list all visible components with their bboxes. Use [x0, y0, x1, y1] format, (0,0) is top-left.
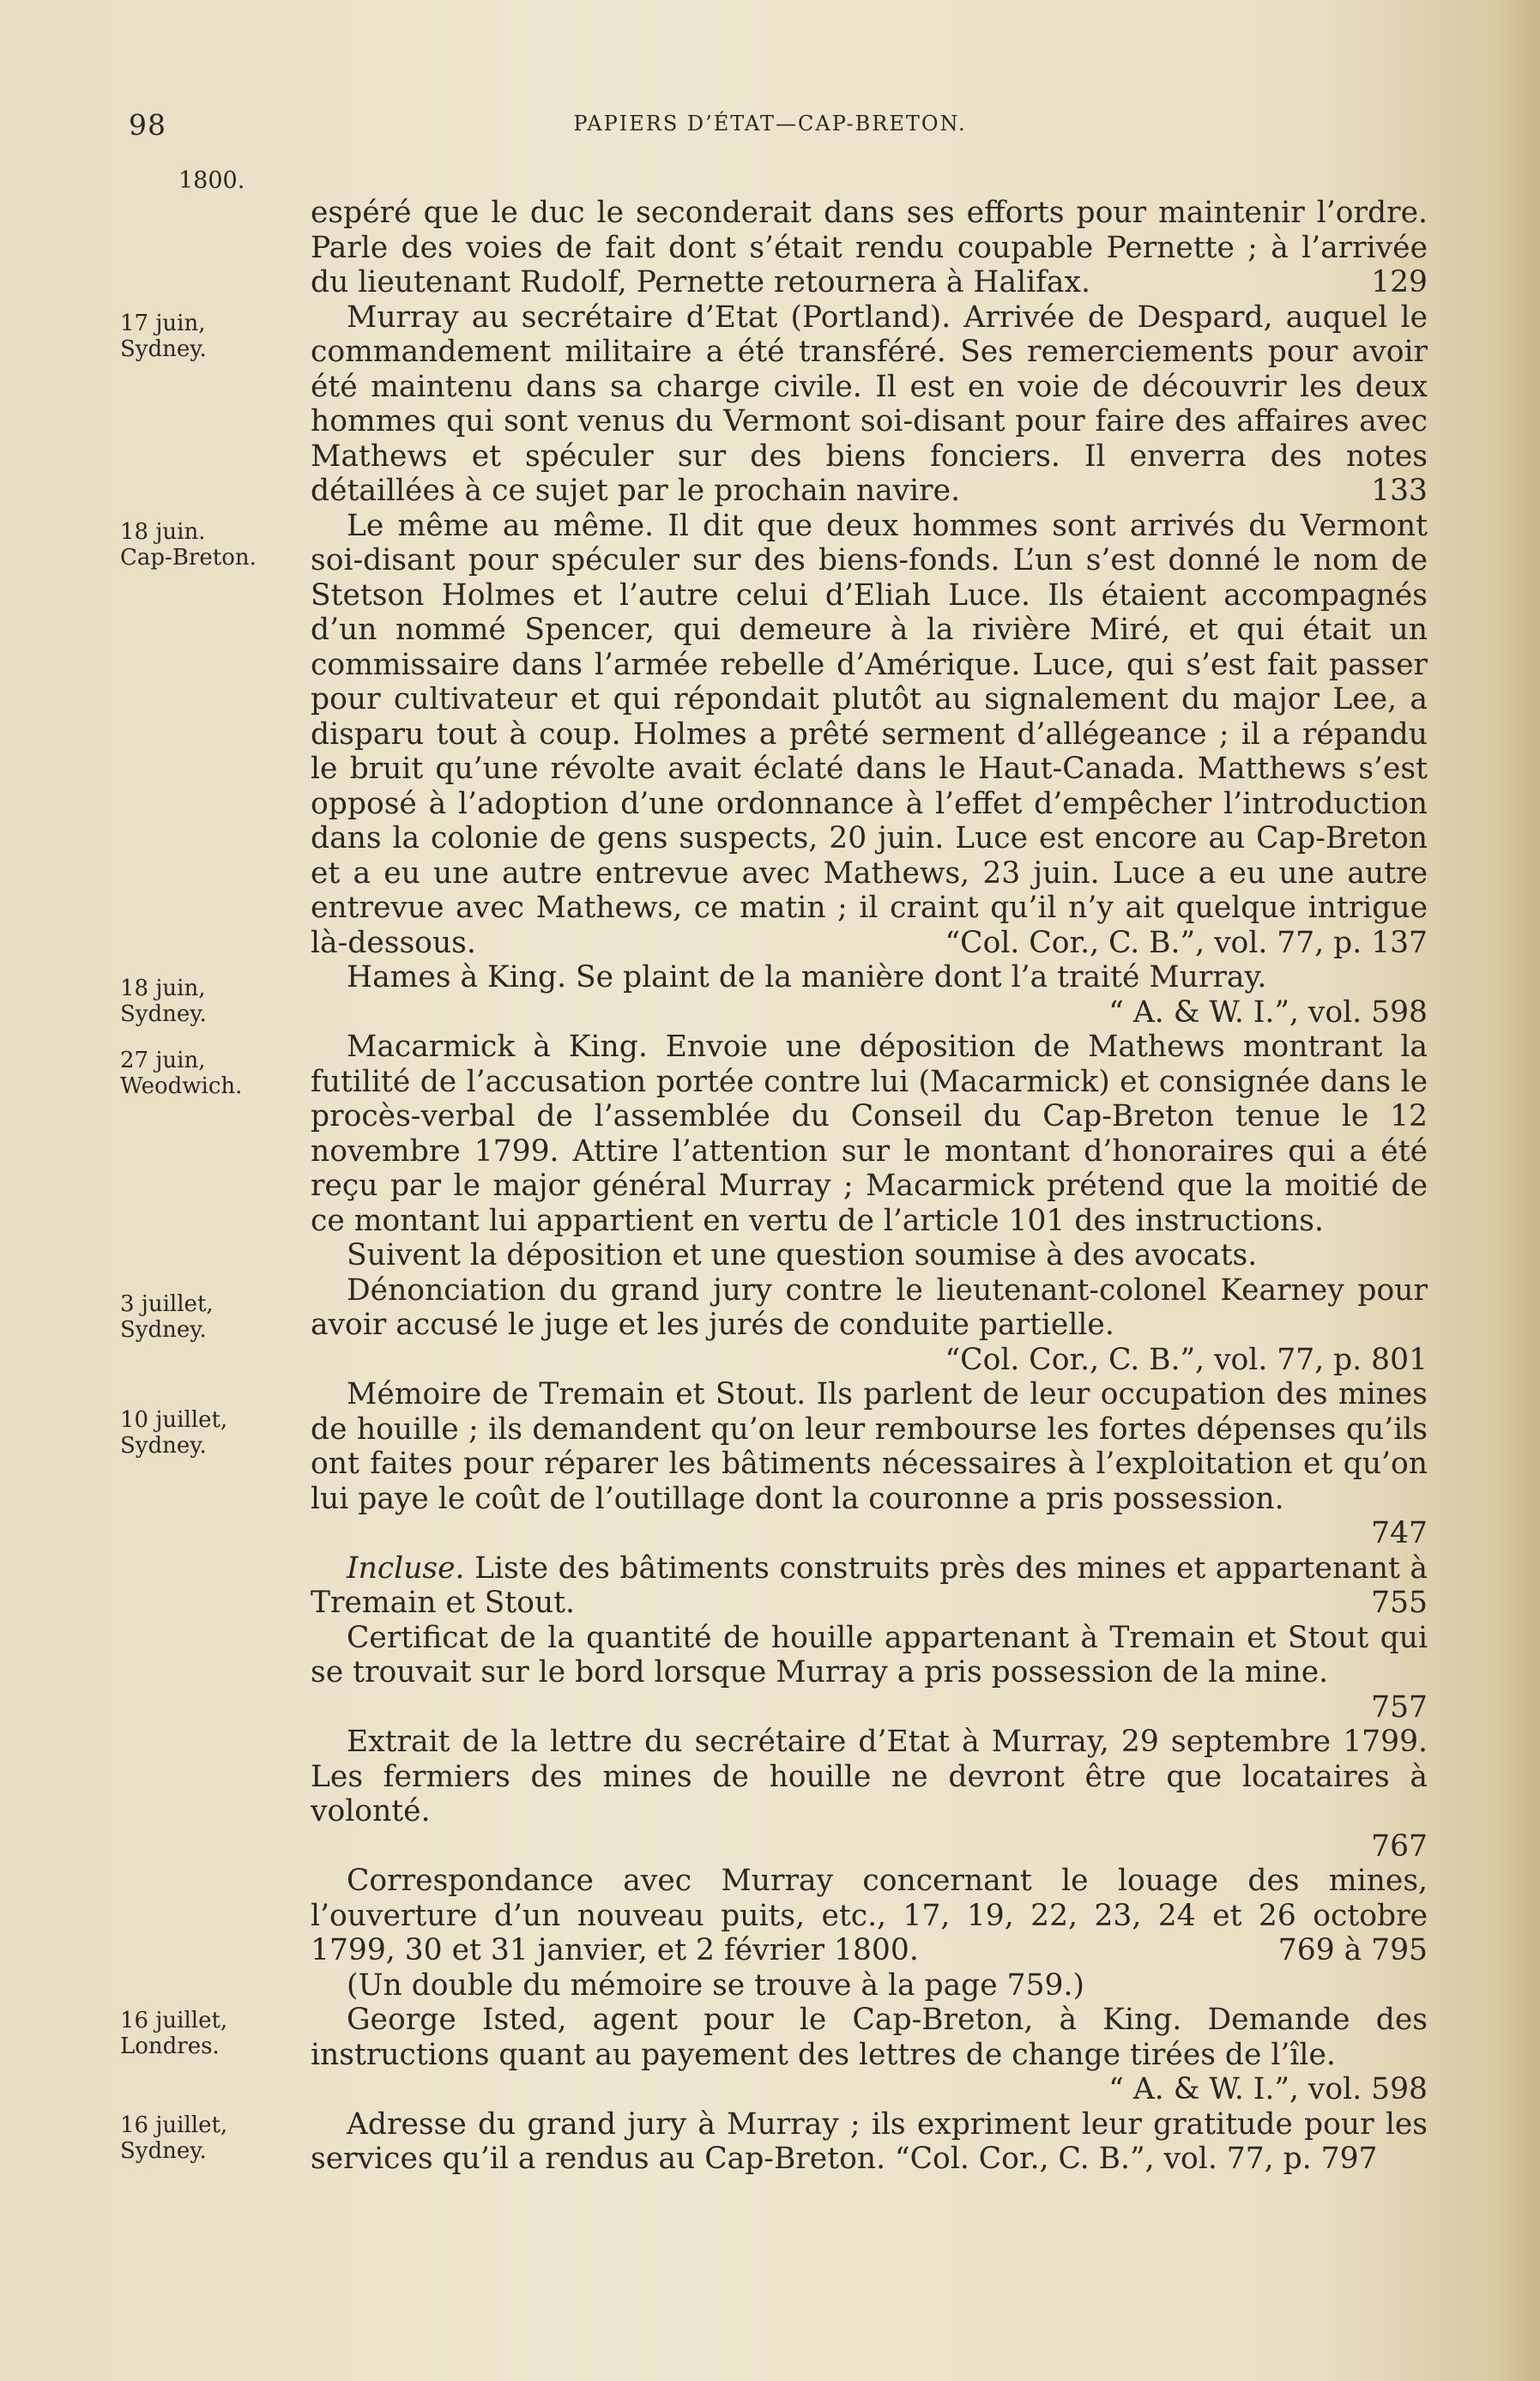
- entry-text: Le même au même. Il dit que deux hommes sont arrivés du Vermont soi-disant pour spéculer sur des biens-fonds. L’un s’est donné le nom de Stetson Holmes et l’autre celui d’Eliah Luce. Ils étaient accompagnés d’un nommé Spencer, qui demeure à la rivière Miré, et qui était un commissaire dans l’armée rebelle d’Amérique. Luce, qui s’est fait passer pour cultivateur et qui répondait plutôt au signalement du major Lee, a disparu tout à coup. Holmes a prêté serment d’allégeance ; il a répandu le bruit qu’une révolte avait éclaté dans le Haut-Canada. Matthews s’est opposé à l’adoption d’une ordonnance à l’effet d’empêcher l’introduction dans la colonie de gens suspects, 20 juin. Luce est encore au Cap-Breton et a eu une autre entrevue avec Mathews, 23 juin. Luce a eu une autre entrevue avec Mathews, ce matin ; il craint qu’il n’y ait quelque intrigue là-dessous.: [311, 508, 1428, 960]
- entry-text: Correspondance avec Murray concernant le louage des mines, l’ouverture d’un nouveau puits, etc., 17, 19, 22, 23, 24 et 26 octobre 1799, 30 et 31 janvier, et 2 février 1800.: [311, 1864, 1428, 1967]
- margin-date: [120, 976, 292, 1027]
- entry-text: Suivent la déposition et une question soumise à des avocats.: [347, 1238, 1258, 1272]
- entry-ref: 755: [1371, 1586, 1428, 1620]
- entry: [311, 2107, 1428, 2177]
- margin-day: 16 juillet,: [120, 2008, 228, 2034]
- entry: [311, 509, 1428, 961]
- entry-text: espéré que le duc le seconderait dans ses efforts pour maintenir l’ordre. Parle des voies de fait dont s’était rendu coupable Pernette ; à l’arrivée du lieutenant Rudolf, Pernette retournera à Halifax.: [311, 196, 1428, 299]
- entry-label: Incluse.: [347, 1550, 465, 1586]
- margin-place: Sydney.: [120, 336, 207, 362]
- entry: [311, 1238, 1428, 1273]
- entry: [311, 1725, 1428, 1829]
- margin-date: [120, 2112, 292, 2164]
- margin-place: Londres.: [120, 2034, 220, 2059]
- margin-place: Sydney.: [120, 1317, 207, 1343]
- margin-date: [120, 1048, 292, 1099]
- entry-ref: 133: [1371, 474, 1428, 508]
- entry: [311, 1968, 1428, 2003]
- entry-text: Mémoire de Tremain et Stout. Ils parlent de leur occupation des mines de houille ; ils demandent qu’on leur rembourse les fortes dépenses qu’ils ont faites pour réparer les bâtiments nécessaires à l’exploitation et qu’on lui paye le coût de l’outillage dont la couronne a pris possession.: [311, 1377, 1428, 1516]
- entry: [311, 1551, 1428, 1621]
- page-number: 98: [129, 108, 166, 142]
- margin-place: Sydney.: [120, 1001, 207, 1027]
- entry: [311, 2003, 1428, 2072]
- entry-ref: 757: [1371, 1689, 1428, 1725]
- margin-date: [120, 519, 292, 571]
- running-title: PAPIERS D’ÉTAT—CAP-BRETON.: [573, 112, 967, 136]
- entry-text: Dénonciation du grand jury contre le lieutenant-colonel Kearney pour avoir accusé le juge et les jurés de conduite partielle.: [311, 1272, 1428, 1342]
- entry-text: Extrait de la lettre du secrétaire d’Etat à Murray, 29 septembre 1799. Les fermiers des mines de houille ne devront être que locataires à volonté.: [311, 1725, 1428, 1828]
- entry-text: (Un double du mémoire se trouve à la page 759.): [347, 1967, 1084, 2003]
- entry-text: Liste des bâtiments construits près des mines et appartenant à Tremain et Stout.: [311, 1550, 1428, 1620]
- entry-text: Macarmick à King. Envoie une déposition de Mathews montrant la futilité de l’accusation portée contre lui (Macarmick) et consignée dans le procès-verbal de l’assemblée du Conseil du Cap-Breton tenue le 12 novembre 1799. Attire l’attention sur le montant d’honoraires qui a été reçu par le major général Murray ; Macarmick prétend que la moitié de ce montant lui appartient en vertu de l’article 101 des instructions.: [311, 1030, 1428, 1238]
- margin-day: 18 juin,: [120, 976, 206, 1001]
- entry-text: Murray au secrétaire d’Etat (Portland). Arrivée de Despard, auquel le commandement militaire a été transféré. Ses remerciements pour avoir été maintenu dans sa charge civile. Il est en voie de découvrir les deux hommes qui sont venus du Vermont soi-disant pour faire des affaires avec Mathews et spéculer sur des biens fonciers. Il enverra des notes détaillées à ce sujet par le prochain navire.: [311, 299, 1428, 508]
- margin-day: 17 juin,: [120, 311, 206, 336]
- margin-place: Cap-Breton.: [120, 545, 257, 571]
- entry-text: George Isted, agent pour le Cap-Breton, à King. Demande des instructions quant au payement des lettres de change tirées de l’île.: [311, 2003, 1428, 2072]
- entry-ref: “Col. Cor., C. B.”, vol. 77, p. 797: [895, 2142, 1378, 2176]
- margin-place: Sydney.: [120, 2138, 207, 2164]
- entry: [311, 1377, 1428, 1516]
- entry-ref: 769 à 795: [1277, 1933, 1428, 1967]
- entry: [311, 1864, 1428, 1968]
- entry-text: Certificat de la quantité de houille appartenant à Tremain et Stout qui se trouvait sur le bord lorsque Murray a pris possession de la mine.: [311, 1620, 1428, 1689]
- entry-ref: “ A. & W. I.”, vol. 598: [1108, 994, 1428, 1030]
- margin-day: 10 juillet,: [120, 1407, 228, 1433]
- margin-date: [120, 1291, 292, 1343]
- entry-text: Adresse du grand jury à Murray ; ils expriment leur gratitude pour les services qu’il a rendus au Cap-Breton.: [311, 2106, 1428, 2176]
- entry-ref: “ A. & W. I.”, vol. 598: [1108, 2072, 1428, 2106]
- margin-date: [120, 311, 292, 362]
- margin-day: 27 juin,: [120, 1048, 206, 1073]
- entry: [311, 960, 1428, 995]
- entry-ref: 767: [1371, 1828, 1428, 1864]
- entry: [311, 1621, 1428, 1690]
- entry-ref: “Col. Cor., C. B.”, vol. 77, p. 137: [945, 925, 1428, 960]
- margin-date: [120, 2008, 292, 2059]
- entry: [311, 1273, 1428, 1343]
- margin-day: 18 juin.: [120, 519, 206, 545]
- entry: [311, 196, 1428, 300]
- entry: [311, 1030, 1428, 1238]
- entry-ref: 747: [1371, 1516, 1428, 1550]
- margin-day: 16 juillet,: [120, 2112, 228, 2138]
- entry-ref: 129: [1371, 265, 1428, 299]
- margin-day: 3 juillet,: [120, 1291, 214, 1317]
- year-marker: 1800.: [178, 167, 245, 194]
- margin-place: Sydney.: [120, 1433, 207, 1459]
- entry: [311, 300, 1428, 509]
- entry-text: Hames à King. Se plaint de la manière dont l’a traité Murray.: [347, 960, 1267, 994]
- entry-ref: “Col. Cor., C. B.”, vol. 77, p. 801: [945, 1342, 1428, 1377]
- margin-date: [120, 1407, 292, 1459]
- margin-place: Weodwich.: [120, 1073, 243, 1099]
- entries-column: [311, 196, 1428, 2177]
